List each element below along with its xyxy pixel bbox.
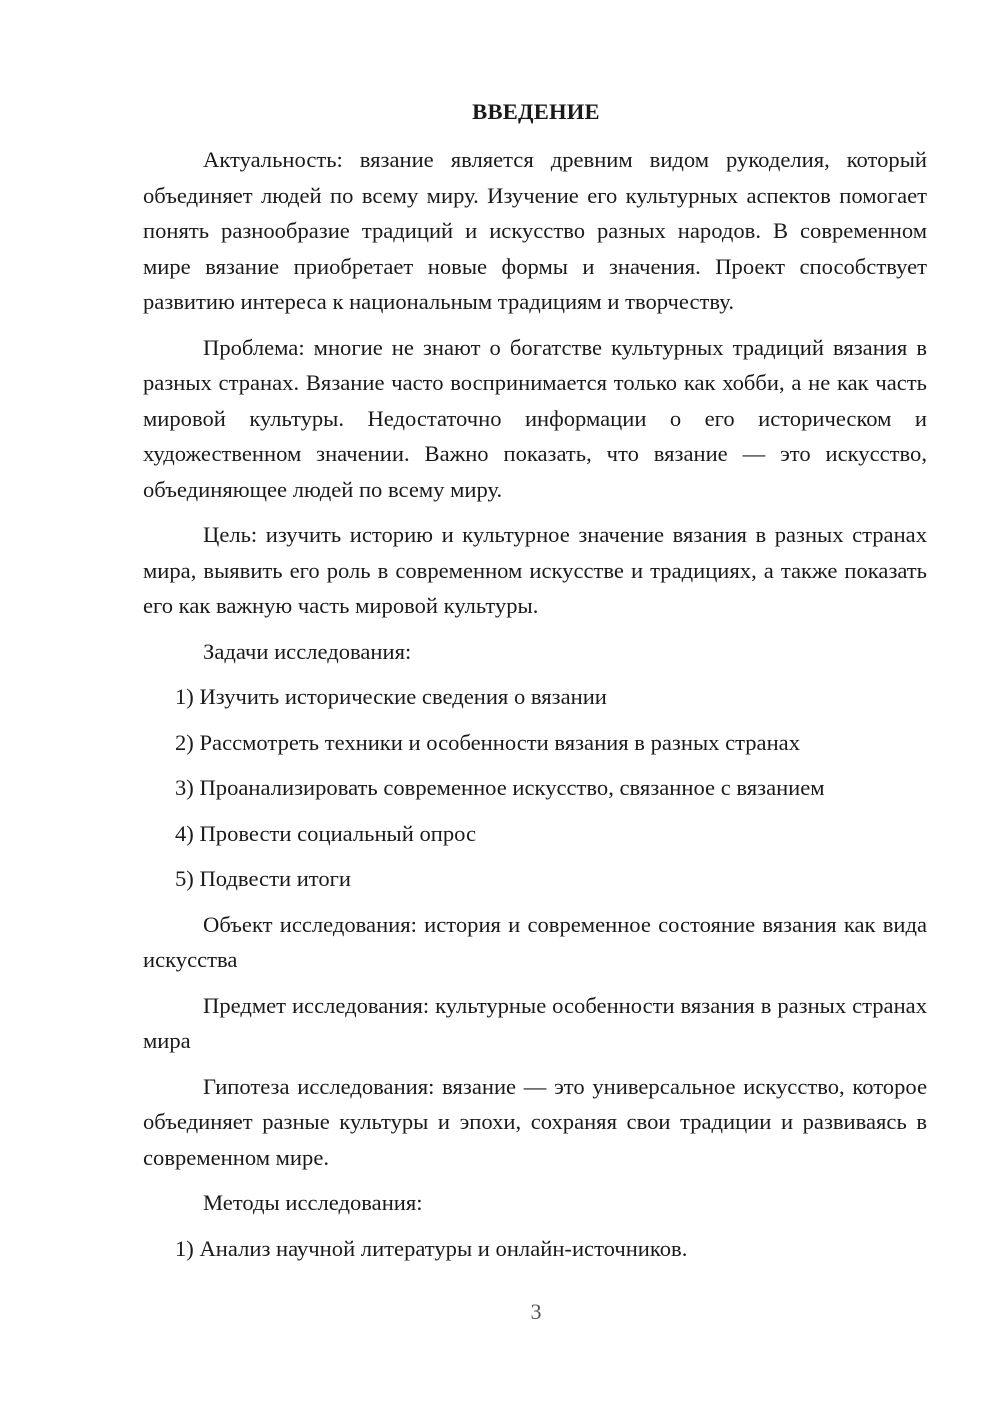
relevance-paragraph: Актуальность: вязание является древним видом рукоделия, который объединяет людей по всему миру. Изучение его культурных аспектов помогает понять разнообразие традиций и искусство разных народов. В современном мире вязание приобретает новые формы и значения. Проект способствует развитию интереса к национальным традициям и творчеству.: [143, 147, 927, 314]
goal-paragraph: Цель: изучить историю и культурное значение вязания в разных странах мира, выявить его роль в современном искусстве и традициях, а также показать его как важную часть мировой культуры.: [143, 522, 927, 618]
problem-paragraph: Проблема: многие не знают о богатстве культурных традиций вязания в разных странах. Вязание часто воспринимается только как хобби, а не как часть мировой культуры. Недостаточно информации о его историческом и художественном значении. Важно показать, что вязание — это искусство, объединяющее людей по всему миру.: [143, 334, 927, 502]
task-item: 5) Подвести итоги: [175, 866, 352, 891]
task-item: 2) Рассмотреть техники и особенности вязания в разных странах: [175, 729, 800, 755]
method-item: 1) Анализ научной литературы и онлайн-источников.: [175, 1235, 688, 1261]
page-number: 3: [530, 1299, 542, 1324]
hypothesis-paragraph: Гипотеза исследования: вязание — это универсальное искусство, которое объединяет разные культуры и эпохи, сохраняя свои традиции и развиваясь в современном мире.: [143, 1073, 927, 1170]
tasks-heading: Задачи исследования:: [203, 638, 412, 664]
object-paragraph: Объект исследования: история и современное состояние вязания как вида искусства: [143, 911, 927, 972]
subject-paragraph: Предмет исследования: культурные особенности вязания в разных странах мира: [143, 992, 927, 1053]
methods-heading: Методы исследования:: [203, 1190, 423, 1215]
task-item: 1) Изучить исторические сведения о вязании: [175, 684, 607, 709]
body-text: [143, 142, 927, 1266]
section-title: ВВЕДЕНИЕ: [472, 99, 600, 124]
task-item: 4) Провести социальный опрос: [175, 820, 477, 846]
task-item: 3) Проанализировать современное искусство, связанное с вязанием: [175, 775, 825, 800]
